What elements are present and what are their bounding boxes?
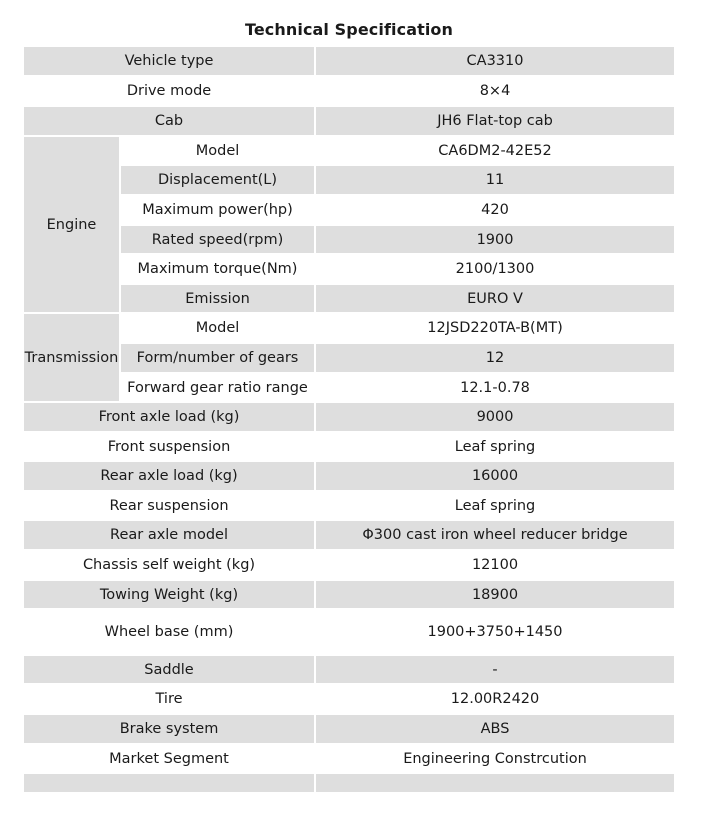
table-row — [24, 402, 675, 432]
row-label: Towing Weight (kg) — [24, 580, 315, 609]
row-label: Cab — [24, 106, 315, 136]
table-row — [24, 343, 675, 373]
row-value: Leaf spring — [315, 491, 675, 520]
row-value: - — [315, 655, 675, 684]
row-value: 12100 — [315, 550, 675, 580]
table-row — [24, 491, 675, 520]
row-value: Engineering Constrcution — [315, 744, 675, 773]
row-label: Rear axle load (kg) — [24, 461, 315, 491]
table-row — [24, 432, 675, 461]
row-label: Emission — [120, 284, 315, 313]
table-row — [24, 47, 675, 76]
table-row — [24, 744, 675, 773]
row-value: 1900 — [315, 225, 675, 254]
row-label: Brake system — [24, 714, 315, 744]
row-label: Front axle load (kg) — [24, 402, 315, 432]
row-value: 9000 — [315, 402, 675, 432]
table-row — [24, 254, 675, 284]
row-label: Maximum power(hp) — [120, 195, 315, 225]
row-value: 1900+3750+1450 — [315, 609, 675, 655]
row-value: Leaf spring — [315, 432, 675, 461]
row-label: Form/number of gears — [120, 343, 315, 373]
row-value: 12.00R2420 — [315, 684, 675, 714]
row-label: Saddle — [24, 655, 315, 684]
row-value: 2100/1300 — [315, 254, 675, 284]
table-row — [24, 714, 675, 744]
row-label: Rear suspension — [24, 491, 315, 520]
row-value: 420 — [315, 195, 675, 225]
spec-table — [24, 47, 676, 794]
row-label: Vehicle type — [24, 47, 315, 76]
row-label: Rated speed(rpm) — [120, 225, 315, 254]
row-label: Displacement(L) — [120, 165, 315, 195]
row-label: Chassis self weight (kg) — [24, 550, 315, 580]
table-row — [24, 195, 675, 225]
row-label: Model — [120, 313, 315, 343]
table-row-empty — [24, 773, 675, 793]
table-row — [24, 165, 675, 195]
row-label: Market Segment — [24, 744, 315, 773]
row-value: 8×4 — [315, 76, 675, 106]
table-row — [24, 313, 675, 343]
row-value: 11 — [315, 165, 675, 195]
row-label: Drive mode — [24, 76, 315, 106]
table-row — [24, 520, 675, 550]
transmission-group-label: Transmission — [24, 313, 120, 402]
row-value: CA6DM2-42E52 — [315, 136, 675, 165]
table-row — [24, 684, 675, 714]
table-row — [24, 373, 675, 402]
table-row — [24, 136, 675, 165]
row-value: Φ300 cast iron wheel reducer bridge — [315, 520, 675, 550]
table-row — [24, 580, 675, 609]
row-label: Tire — [24, 684, 315, 714]
table-row — [24, 106, 675, 136]
document-title: Technical Specification — [244, 20, 454, 39]
table-row — [24, 225, 675, 254]
table-row — [24, 550, 675, 580]
table-row — [24, 609, 675, 655]
row-value: 12JSD220TA-B(MT) — [315, 313, 675, 343]
table-row — [24, 461, 675, 491]
row-value: EURO V — [315, 284, 675, 313]
row-label: Wheel base (mm) — [24, 609, 315, 655]
row-value: 12.1-0.78 — [315, 373, 675, 402]
row-value: 12 — [315, 343, 675, 373]
row-value: JH6 Flat-top cab — [315, 106, 675, 136]
row-value: 18900 — [315, 580, 675, 609]
row-label: Rear axle model — [24, 520, 315, 550]
row-label: Forward gear ratio range — [120, 373, 315, 402]
table-row — [24, 76, 675, 106]
row-label: Maximum torque(Nm) — [120, 254, 315, 284]
table-row — [24, 284, 675, 313]
empty-cell — [315, 773, 675, 793]
row-label: Model — [120, 136, 315, 165]
row-value: CA3310 — [315, 47, 675, 76]
engine-group-label: Engine — [24, 136, 120, 313]
empty-cell — [24, 773, 315, 793]
row-label: Front suspension — [24, 432, 315, 461]
table-row — [24, 655, 675, 684]
row-value: ABS — [315, 714, 675, 744]
row-value: 16000 — [315, 461, 675, 491]
